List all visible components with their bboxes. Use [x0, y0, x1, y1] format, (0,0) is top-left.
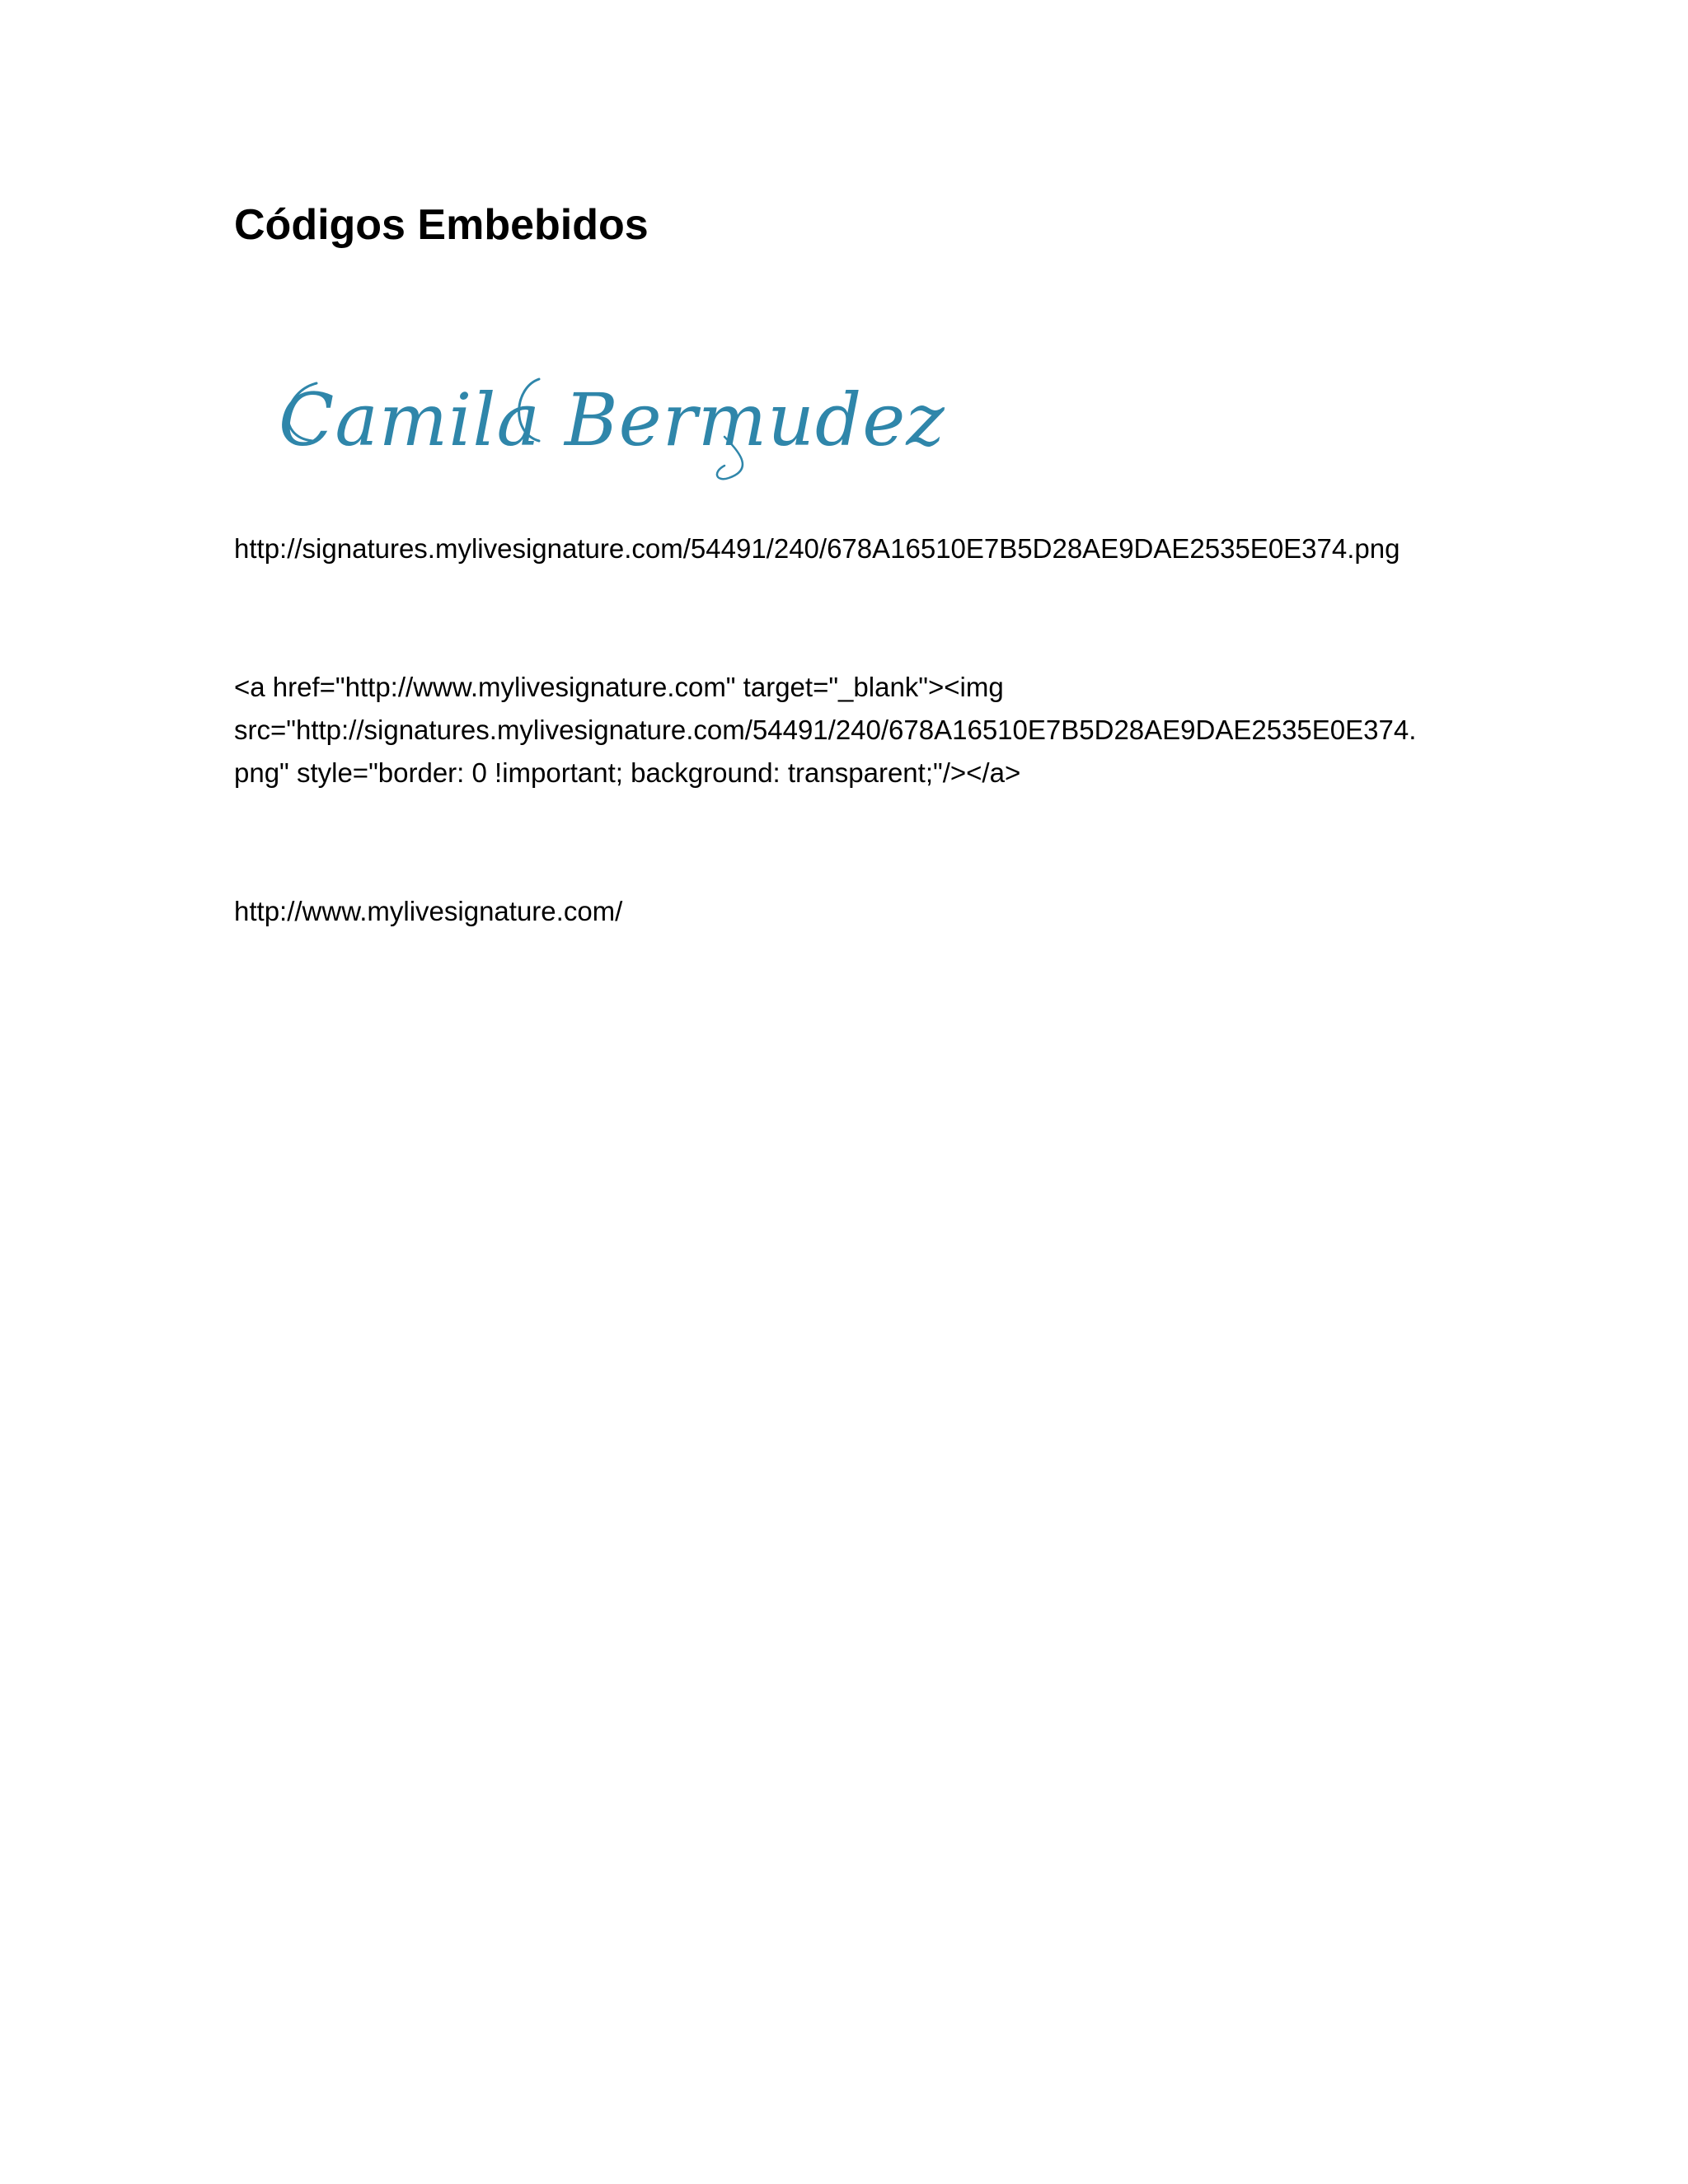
signature-image-url: http://signatures.mylivesignature.com/54491/240/678A16510E7B5D28AE9DAE2535E0E374.png — [234, 533, 1400, 564]
embed-code-line: src="http://signatures.mylivesignature.com/54491/240/678A16510E7B5D28AE9DAE2535E0E374. — [234, 715, 1417, 745]
site-url: http://www.mylivesignature.com/ — [234, 896, 623, 926]
embed-code-line: <a href="http://www.mylivesignature.com" target="_blank"><img — [234, 672, 1004, 702]
signature-text: Camila Bermudez — [279, 377, 945, 462]
page-title: Códigos Embebidos — [234, 201, 649, 249]
signature-graphic — [267, 359, 945, 482]
embed-code-line: png" style="border: 0 !important; background: transparent;"/></a> — [234, 757, 1021, 788]
embed-code-block — [234, 666, 1416, 794]
signature-image — [267, 359, 945, 482]
